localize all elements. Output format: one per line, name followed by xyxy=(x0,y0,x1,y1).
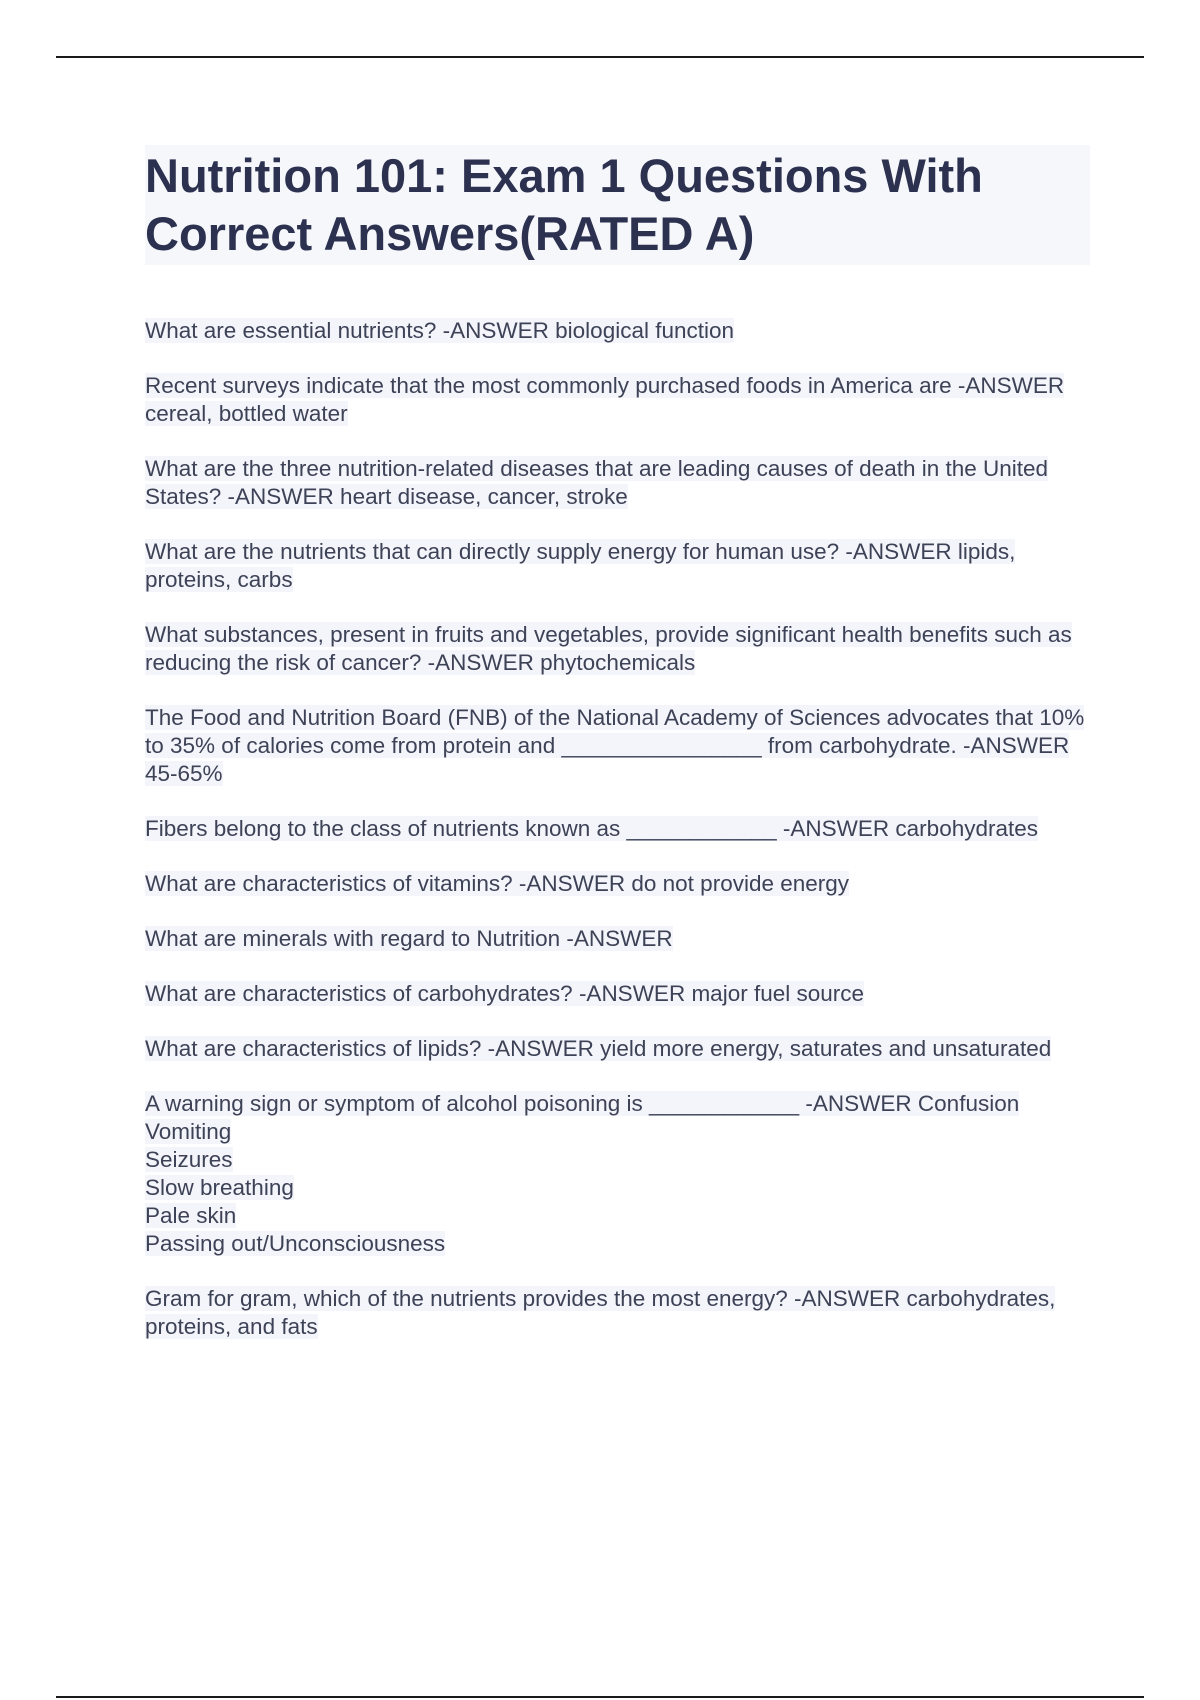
qa-item xyxy=(145,621,1090,677)
qa-text: What are characteristics of carbohydrates? -ANSWER major fuel source xyxy=(145,981,865,1006)
footer-rule xyxy=(56,1696,1144,1698)
qa-text: Gram for gram, which of the nutrients provides the most energy? -ANSWER carbohydrates, proteins, and fats xyxy=(145,1286,1056,1339)
qa-item xyxy=(145,1285,1090,1341)
qa-text: What are characteristics of vitamins? -ANSWER do not provide energy xyxy=(145,871,850,896)
qa-text: Fibers belong to the class of nutrients known as ____________ -ANSWER carbohydrates xyxy=(145,816,1039,841)
qa-answer-line: Vomiting xyxy=(145,1119,232,1144)
qa-text: What are the three nutrition-related diseases that are leading causes of death in the United States? -ANSWER heart disease, cancer, stroke xyxy=(145,456,1049,509)
qa-item xyxy=(145,1090,1090,1258)
qa-text: What are minerals with regard to Nutrition -ANSWER xyxy=(145,926,673,951)
qa-item xyxy=(145,1035,1090,1063)
qa-item xyxy=(145,538,1090,594)
qa-text: A warning sign or symptom of alcohol poisoning is ____________ -ANSWER Confusion xyxy=(145,1091,1020,1116)
qa-text: What are the nutrients that can directly supply energy for human use? -ANSWER lipids, proteins, carbs xyxy=(145,539,1016,592)
qa-item xyxy=(145,317,1090,345)
qa-item xyxy=(145,372,1090,428)
qa-text: What are essential nutrients? -ANSWER biological function xyxy=(145,318,735,343)
qa-item xyxy=(145,980,1090,1008)
qa-answer-line: Pale skin xyxy=(145,1203,237,1228)
qa-item xyxy=(145,815,1090,843)
qa-list xyxy=(145,317,1090,1341)
qa-text: Recent surveys indicate that the most commonly purchased foods in America are -ANSWER cereal, bottled water xyxy=(145,373,1065,426)
qa-item xyxy=(145,925,1090,953)
qa-item xyxy=(145,704,1090,788)
document-title: Nutrition 101: Exam 1 Questions With Correct Answers(RATED A) xyxy=(145,145,1090,265)
qa-item xyxy=(145,870,1090,898)
qa-text: The Food and Nutrition Board (FNB) of the National Academy of Sciences advocates that 10% to 35% of calories come from protein and ________________ from carbohydrate. -ANSWER 45-65% xyxy=(145,705,1085,786)
qa-text: What substances, present in fruits and vegetables, provide significant health benefits such as reducing the risk of cancer? -ANSWER phytochemicals xyxy=(145,622,1072,675)
qa-answer-line: Slow breathing xyxy=(145,1175,294,1200)
qa-text: What are characteristics of lipids? -ANSWER yield more energy, saturates and unsaturated xyxy=(145,1036,1052,1061)
header-rule xyxy=(56,56,1144,58)
qa-answer-line: Passing out/Unconsciousness xyxy=(145,1231,446,1256)
document-body xyxy=(145,145,1090,1368)
qa-answer-line: Seizures xyxy=(145,1147,233,1172)
qa-item xyxy=(145,455,1090,511)
